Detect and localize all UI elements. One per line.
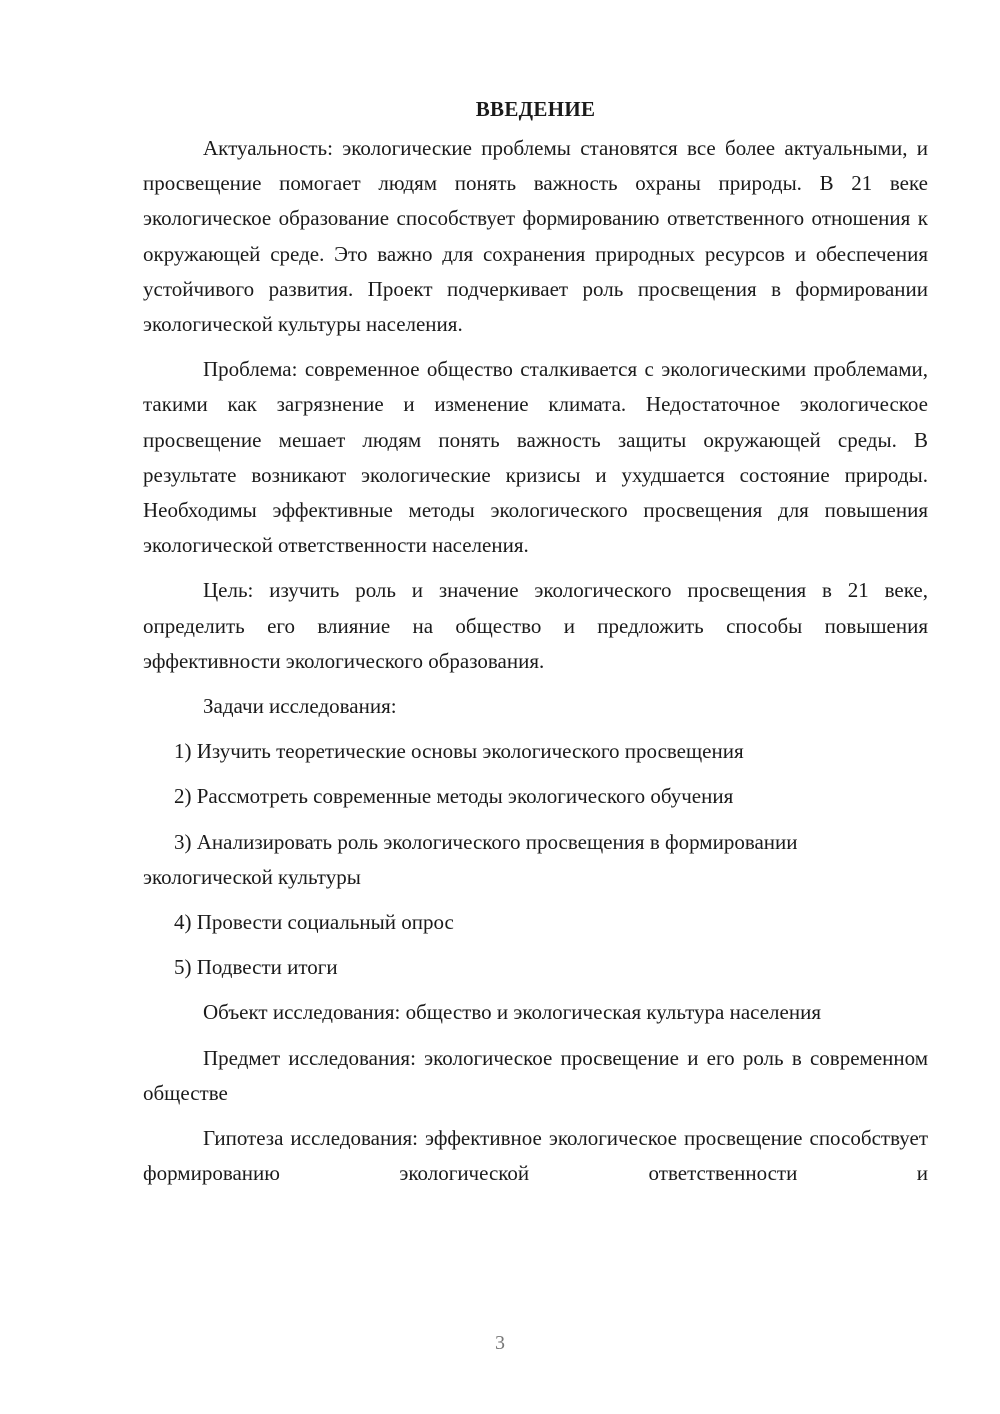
paragraph-relevance: Актуальность: экологические проблемы становятся все более актуальными, и просвещение помогает людям понять важность охраны природы. В 21 веке экологическое образование способствует формированию ответственного отношения к окружающей среде. Это важно для сохранения природных ресурсов и обеспечения устойчивого развития. Проект подчеркивает роль просвещения в формировании экологической культуры населения. — [143, 136, 928, 337]
paragraph-subject: Предмет исследования: экологическое просвещение и его роль в современном обществе — [143, 1045, 928, 1105]
paragraph-problem: Проблема: современное общество сталкивается с экологическими проблемами, такими как загрязнение и изменение климата. Недостаточное экологическое просвещение мешает людям понять важность защиты окружающей среды. В результате возникают экологические кризисы и ухудшается состояние природы. Необходимы эффективные методы экологического просвещения для повышения экологической ответственности населения. — [143, 357, 928, 558]
tasks-title: Задачи исследования: — [203, 694, 397, 719]
paragraph-goal: Цель: изучить роль и значение экологического просвещения в 21 веке, определить его влияние на общество и предложить способы повышения эффективности экологического образования. — [143, 578, 928, 673]
task-item-2: 2) Рассмотреть современные методы экологического обучения — [174, 784, 734, 809]
page-number: 3 — [495, 1332, 505, 1354]
task-item-4: 4) Провести социальный опрос — [174, 910, 454, 935]
document-page — [143, 92, 928, 1201]
task-item-1: 1) Изучить теоретические основы экологического просвещения — [174, 739, 744, 764]
task-item-5: 5) Подвести итоги — [174, 955, 338, 980]
paragraph-object: Объект исследования: общество и экологическая культура населения — [203, 1000, 821, 1025]
section-heading: ВВЕДЕНИЕ — [475, 97, 596, 121]
paragraph-hypothesis: Гипотеза исследования: эффективное экологическое просвещение способствует формированию экологической ответственности и — [143, 1126, 928, 1186]
task-item-3: 3) Анализировать роль экологического просвещения в формировании экологической культуры — [143, 829, 798, 889]
